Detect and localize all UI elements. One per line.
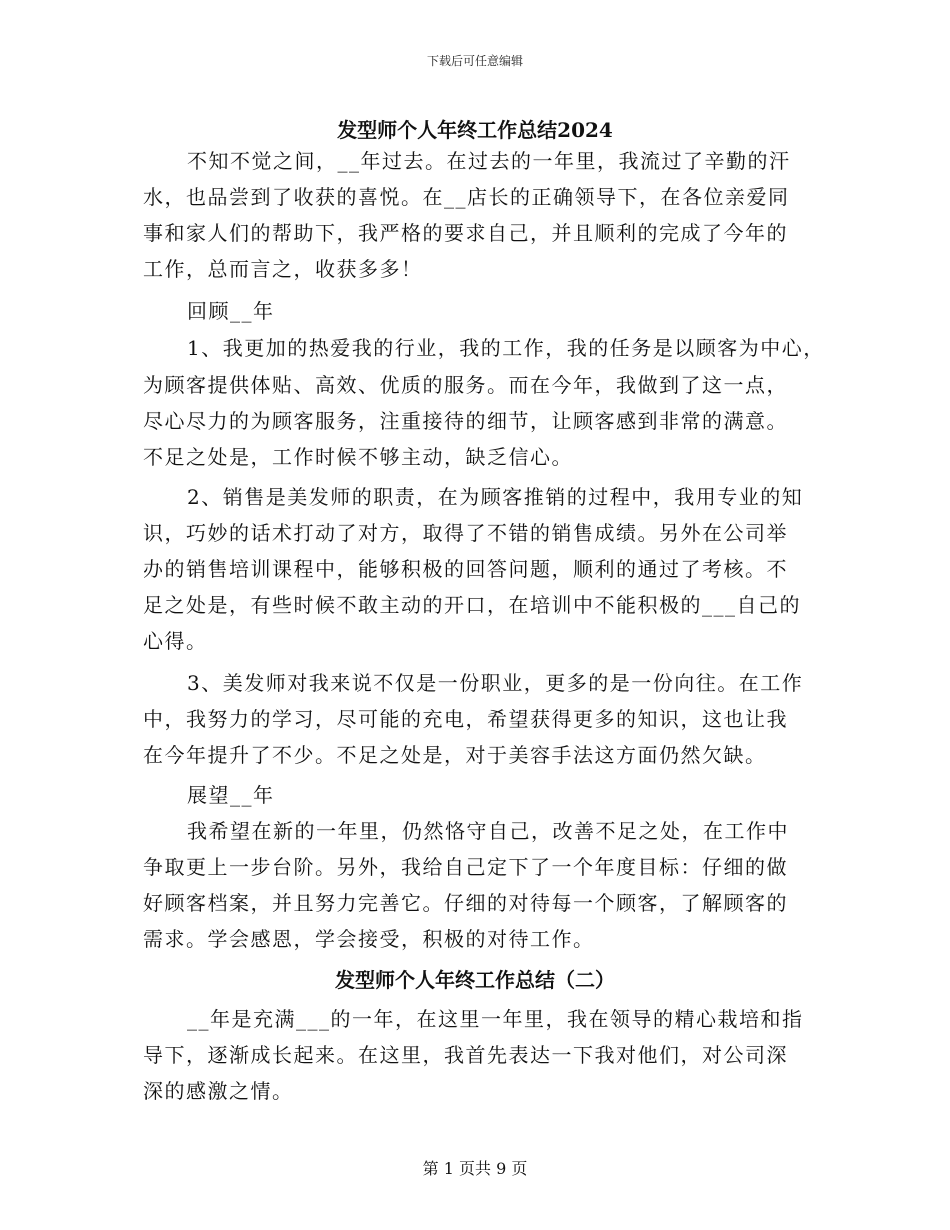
- text-line: 导下，逐渐成长起来。在这里，我首先表达一下我对他们，对公司深: [143, 1043, 788, 1067]
- text-line: 为顾客提供体贴、高效、优质的服务。而在今年，我做到了这一点，: [143, 373, 788, 397]
- text-line: 我希望在新的一年里，仍然恪守自己，改善不足之处，在工作中: [187, 819, 789, 843]
- text-line: 中，我努力的学习，尽可能的充电，希望获得更多的知识，这也让我: [143, 707, 788, 731]
- text-line: 争取更上一步台阶。另外，我给自己定下了一个年度目标：仔细的做: [143, 855, 788, 879]
- text-line: 不知不觉之间，__年过去。在过去的一年里，我流过了辛勤的汗: [187, 149, 791, 173]
- text-line: 工作，总而言之，收获多多！: [143, 257, 423, 281]
- document-title: 发型师个人年终工作总结2024: [337, 118, 613, 142]
- text-line: 办的销售培训课程中，能够积极的回答问题，顺利的通过了考核。不: [143, 557, 788, 581]
- page-header: 下载后可任意编辑: [426, 54, 523, 68]
- text-line: 水，也品尝到了收获的喜悦。在__店长的正确领导下，在各位亲爱同: [143, 185, 790, 209]
- text-line: 不足之处是，工作时候不够主动，缺乏信心。: [143, 445, 573, 469]
- text-line: 3、美发师对我来说不仅是一份职业，更多的是一份向往。在工作: [187, 671, 804, 695]
- text-line: 好顾客档案，并且努力完善它。仔细的对待每一个顾客，了解顾客的: [143, 891, 788, 915]
- text-line: 深的感激之情。: [143, 1079, 294, 1103]
- text-line: 在今年提升了不少。不足之处是，对于美容手法这方面仍然欠缺。: [143, 743, 767, 767]
- section-title: 发型师个人年终工作总结（二）: [335, 968, 615, 992]
- page-footer: 第 1 页共 9 页: [422, 1159, 528, 1178]
- text-line: __年是充满___的一年，在这里一年里，我在领导的精心栽培和指: [187, 1007, 804, 1031]
- text-line: 2、销售是美发师的职责，在为顾客推销的过程中，我用专业的知: [187, 485, 804, 509]
- text-line: 1、我更加的热爱我的行业，我的工作，我的任务是以顾客为中心，: [187, 336, 825, 360]
- text-line: 识，巧妙的话术打动了对方，取得了不错的销售成绩。另外在公司举: [143, 521, 788, 545]
- text-line: 展望__年: [187, 783, 275, 807]
- text-line: 尽心尽力的为顾客服务，注重接待的细节，让顾客感到非常的满意。: [143, 409, 788, 433]
- text-line: 心得。: [143, 629, 208, 653]
- text-line: 回顾__年: [187, 299, 275, 323]
- text-line: 足之处是，有些时候不敢主动的开口，在培训中不能积极的___自己的: [143, 593, 801, 617]
- text-line: 事和家人们的帮助下，我严格的要求自己，并且顺利的完成了今年的: [143, 221, 788, 245]
- text-line: 需求。学会感恩，学会接受，积极的对待工作。: [143, 927, 595, 951]
